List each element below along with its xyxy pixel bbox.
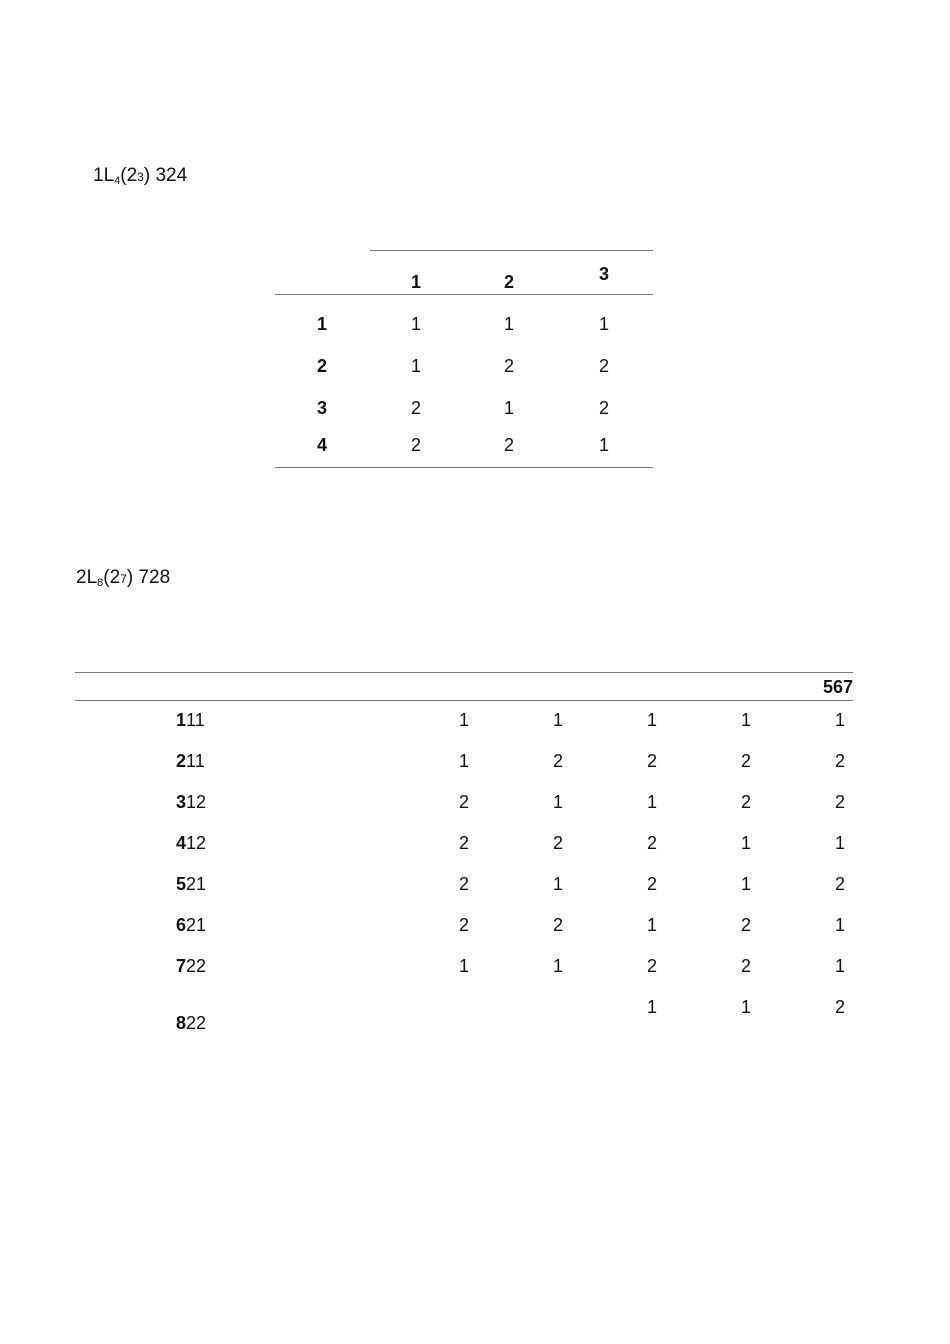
table2-row-code: 22 [186,1013,207,1033]
table2-cell: 1 [740,997,751,1017]
table1-row-label: 3 [316,398,327,418]
table2-row-label [176,914,206,936]
table2-cell: 2 [646,956,657,976]
table1-cell: 1 [598,314,609,334]
table1-cell: 1 [598,435,609,455]
table2-cell: 1 [552,874,563,894]
table2-cell: 2 [740,751,751,771]
table2-cell: 1 [740,874,751,894]
table1-cell: 2 [503,435,514,455]
table2-cell: 2 [646,874,657,894]
table2-cell: 1 [646,915,657,935]
table2-row-code: 11 [186,751,205,771]
table2-row-code: 12 [186,792,207,812]
table1-row-label: 4 [316,435,327,455]
table2-cell: 1 [834,833,845,853]
table1-header-3: 3 [598,264,609,284]
table2-cell: 2 [552,915,563,935]
table2-row-number: 6 [176,915,187,935]
table2-row-number: 5 [176,874,187,894]
table2-row-code: 21 [186,874,207,894]
table2-cell: 1 [834,956,845,976]
table1-cell: 2 [598,356,609,376]
table2-top-rule [75,672,853,673]
table1-row-label: 1 [316,314,327,334]
table2-cell: 2 [740,792,751,812]
table1-caption-suffix: ) 324 [143,165,188,186]
table2-cell: 1 [458,751,469,771]
table2-header-right: 567 [822,677,853,697]
table1-caption-mid: (2 [120,165,138,186]
table2-cell: 2 [646,751,657,771]
table2-row-number: 1 [176,710,187,730]
table2-cell: 2 [458,915,469,935]
table2-row-code: 21 [186,915,207,935]
table2-row-code: 11 [186,710,205,730]
table2-row-code: 22 [186,956,207,976]
table1-bottom-rule [275,467,653,468]
table1-row-label: 2 [316,356,327,376]
table2-caption [76,567,170,589]
table2-row-label [176,791,206,813]
table1-cell: 1 [503,314,514,334]
table1-header-rule [275,294,653,295]
table1-cell: 1 [410,314,421,334]
table2-cell: 2 [834,874,845,894]
table2-row-label [176,873,206,895]
table2-cell: 2 [552,833,563,853]
table2-cell: 2 [458,874,469,894]
table1-caption-sub: 4 [114,175,121,187]
table2-cell: 2 [834,751,845,771]
table2-header-rule [75,700,853,701]
table2-row-label [176,1012,206,1034]
table1-caption [93,165,187,187]
table2-cell: 1 [646,997,657,1017]
table1-cell: 1 [503,398,514,418]
table2-row-label [176,955,206,977]
table1-cell: 2 [410,398,421,418]
table2-cell: 2 [458,792,469,812]
table1-caption-sup: 3 [137,170,144,184]
table2-cell: 1 [552,710,563,730]
table2-cell: 1 [646,792,657,812]
table1-cell: 2 [598,398,609,418]
table2-caption-mid: (2 [103,567,121,588]
table2-row-label [176,832,206,854]
table2-row-number: 7 [176,956,187,976]
table1-cell: 1 [410,356,421,376]
table2-row-number: 2 [176,751,187,771]
table2-cell: 1 [646,710,657,730]
table1-cell: 2 [410,435,421,455]
table2-caption-sup: 7 [120,572,127,586]
table2-row-label [176,750,205,772]
table2-caption-sub: 8 [97,577,104,589]
table2-cell: 1 [834,915,845,935]
table2-caption-suffix: ) 728 [126,567,171,588]
table2-cell: 1 [834,710,845,730]
table2-cell: 2 [834,792,845,812]
table1-top-rule [370,250,653,251]
table2-cell: 1 [740,710,751,730]
table2-row-label [176,709,205,731]
table2-cell: 1 [552,792,563,812]
table2-cell: 2 [552,751,563,771]
table2-cell: 2 [740,956,751,976]
table2-cell: 2 [834,997,845,1017]
table2-cell: 2 [740,915,751,935]
table2-cell: 2 [646,833,657,853]
table1-header-2: 2 [503,272,514,292]
table2-cell: 1 [458,956,469,976]
table2-row-code: 12 [186,833,207,853]
table2-row-number: 3 [176,792,187,812]
table2-cell: 1 [458,710,469,730]
table2-row-number: 4 [176,833,187,853]
table1-header-1: 1 [410,272,421,292]
table2-caption-prefix: 2L [76,567,98,588]
table2-row-number: 8 [176,1013,187,1033]
table2-cell: 1 [740,833,751,853]
table2-cell: 2 [458,833,469,853]
table1-cell: 2 [503,356,514,376]
table1-caption-prefix: 1L [93,165,115,186]
table2-cell: 1 [552,956,563,976]
